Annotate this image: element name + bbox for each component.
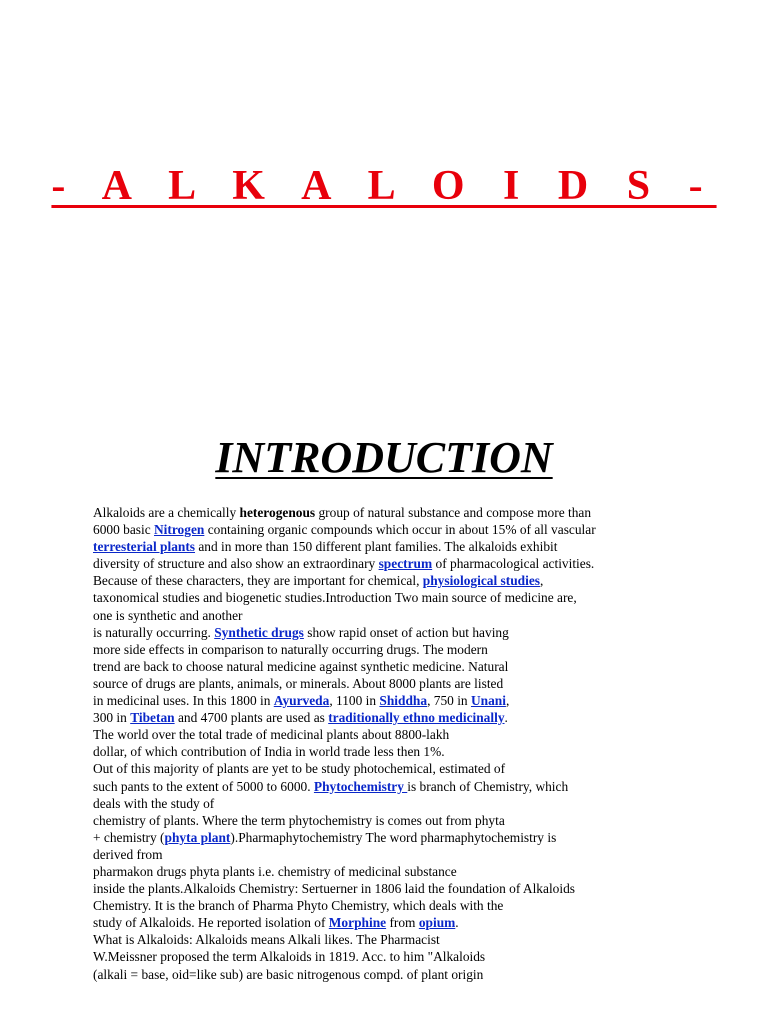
text: , 750 in: [427, 693, 471, 709]
text: .: [504, 710, 508, 726]
text-line: [93, 778, 693, 795]
text: containing organic compounds which occur in about 15% of all vascular: [204, 522, 596, 538]
text-line: [93, 829, 693, 846]
text-line: more side effects in comparison to naturally occurring drugs. The modern: [93, 641, 488, 657]
text-line: dollar, of which contribution of India in world trade less then 1%.: [93, 744, 445, 760]
text: group of natural substance and compose more than: [315, 505, 592, 520]
text: study of Alkaloids. He reported isolation of: [93, 915, 329, 931]
body-paragraph: [93, 504, 693, 983]
document-title: - A L K A L O I D S -: [51, 163, 717, 209]
text-line: derived from: [93, 846, 163, 862]
link-terresterial-plants[interactable]: terresterial plants: [93, 539, 196, 555]
text-line: Chemistry. It is the branch of Pharma Phyto Chemistry, which deals with the: [93, 898, 504, 914]
link-phyta-plant[interactable]: phyta plant: [164, 829, 231, 845]
text: ,: [505, 693, 510, 709]
text-line: [93, 572, 693, 589]
text: Alkaloids are a chemically: [93, 505, 240, 520]
text: is branch of Chemistry, which: [407, 778, 569, 794]
text: 300 in: [93, 710, 131, 726]
text: ,: [539, 573, 544, 589]
text-line: [93, 914, 693, 931]
link-opium[interactable]: opium: [418, 915, 456, 931]
text-line: deals with the study of: [93, 795, 215, 811]
link-physiological-studies[interactable]: physiological studies: [422, 573, 540, 589]
text: of pharmacological activities.: [432, 556, 595, 572]
text-line: (alkali = base, oid=like sub) are basic nitrogenous compd. of plant origin: [93, 966, 484, 982]
text: + chemistry (: [93, 829, 165, 845]
link-tibetan[interactable]: Tibetan: [130, 710, 175, 726]
text-line: W.Meissner proposed the term Alkaloids in 1819. Acc. to him "Alkaloids: [93, 949, 486, 965]
text: such pants to the extent of 5000 to 6000.: [93, 778, 314, 794]
text-line: taxonomical studies and biogenetic studies.Introduction Two main source of medicine are,: [93, 590, 577, 606]
link-synthetic-drugs[interactable]: Synthetic drugs: [214, 624, 304, 640]
text-line: What is Alkaloids: Alkaloids means Alkali likes. The Pharmacist: [93, 932, 440, 948]
bold-term: heterogenous: [239, 505, 316, 520]
text-line: pharmakon drugs phyta plants i.e. chemistry of medicinal substance: [93, 863, 457, 879]
text-line: one is synthetic and another: [93, 607, 243, 623]
section-heading: INTRODUCTION: [215, 433, 553, 482]
text-line: The world over the total trade of medicinal plants about 8800-lakh: [93, 727, 450, 743]
text-line: inside the plants.Alkaloids Chemistry: Sertuerner in 1806 laid the foundation of Alkaloids: [93, 881, 575, 897]
text-line: [93, 504, 693, 521]
text-line: Out of this majority of plants are yet to be study photochemical, estimated of: [93, 761, 506, 777]
text-line: [93, 521, 693, 538]
text-line: [93, 624, 693, 641]
link-ayurveda[interactable]: Ayurveda: [273, 693, 330, 709]
text: diversity of structure and also show an extraordinary: [93, 556, 379, 572]
text: and 4700 plants are used as: [174, 710, 329, 726]
link-traditionally-ethno-medicinally[interactable]: traditionally ethno medicinally: [328, 710, 505, 726]
link-spectrum[interactable]: spectrum: [378, 556, 433, 572]
link-unani[interactable]: Unani: [470, 693, 506, 709]
text-line: trend are back to choose natural medicine against synthetic medicine. Natural: [93, 658, 509, 674]
text: in medicinal uses. In this 1800 in: [93, 693, 274, 709]
text-line: source of drugs are plants, animals, or minerals. About 8000 plants are listed: [93, 675, 504, 691]
link-morphine[interactable]: Morphine: [328, 915, 387, 931]
link-shiddha[interactable]: Shiddha: [379, 693, 428, 709]
text: 6000 basic: [93, 522, 154, 538]
text: , 1100 in: [329, 693, 380, 709]
text: show rapid onset of action but having: [303, 624, 509, 640]
text: Because of these characters, they are important for chemical,: [93, 573, 423, 589]
text-line: [93, 555, 693, 572]
text-line: chemistry of plants. Where the term phytochemistry is comes out from phyta: [93, 812, 505, 828]
text: .: [455, 915, 459, 931]
text-line: [93, 538, 693, 555]
text: is naturally occurring.: [93, 624, 215, 640]
text-line: [93, 709, 693, 726]
link-phytochemistry[interactable]: Phytochemistry: [313, 778, 408, 794]
text: from: [386, 915, 419, 931]
text: ).Pharmaphytochemistry The word pharmaphytochemistry is: [230, 829, 557, 845]
link-nitrogen[interactable]: Nitrogen: [154, 522, 205, 538]
text: and in more than 150 different plant families. The alkaloids exhibit: [195, 539, 558, 555]
text-line: [93, 692, 693, 709]
